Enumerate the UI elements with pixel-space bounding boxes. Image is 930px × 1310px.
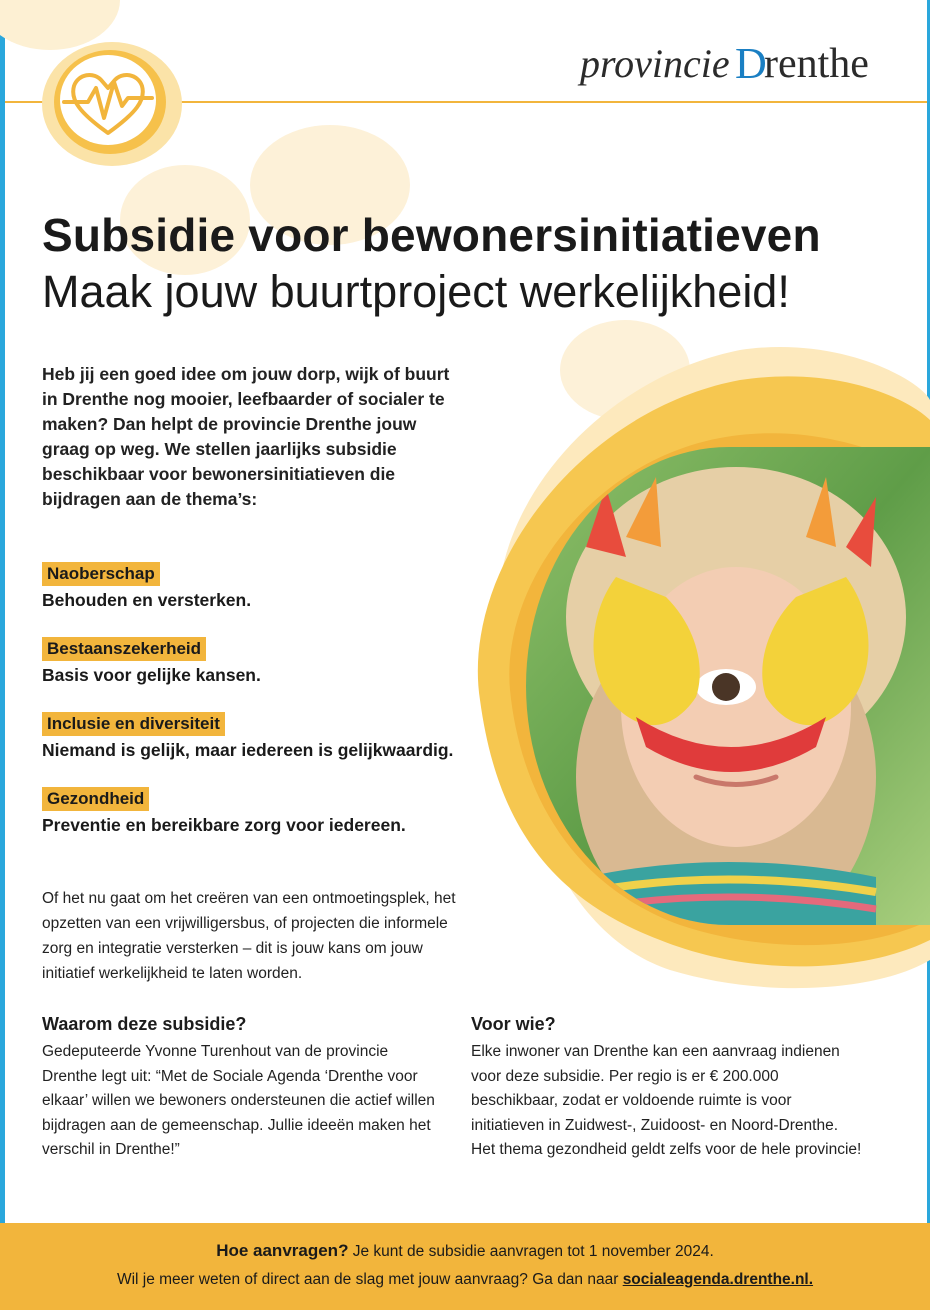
child-photo-illustration <box>526 447 930 925</box>
who-text: Elke inwoner van Drenthe kan een aanvraag indienen voor deze subsidie. Per regio is er € 200.000 beschikbaar, zodat er voldoende ruimte is voor initiatieven in Zuidwest-, Zuidoost- en Noord-Drenthe. Het thema gezondheid geldt zelfs voor de hele provincie! <box>471 1043 862 1158</box>
child-photo <box>526 447 930 925</box>
footer-line-2 <box>0 1271 930 1289</box>
theme-item <box>42 712 453 763</box>
footer-how-text: Je kunt de subsidie aanvragen tot 1 november 2024. <box>348 1243 714 1260</box>
theme-description: Behouden en versterken. <box>42 590 252 610</box>
page-title: Subsidie voor bewonersinitiatieven <box>42 209 821 261</box>
footer-link[interactable]: socialeagenda.drenthe.nl. <box>622 1271 814 1288</box>
page-subtitle: Maak jouw buurtproject werkelijkheid! <box>42 266 790 317</box>
theme-tag: Naoberschap <box>42 562 160 586</box>
why-section <box>42 1012 442 1163</box>
logo-letter-d: D <box>735 39 767 88</box>
logo-text-renthe: renthe <box>764 41 869 87</box>
why-text: Gedeputeerde Yvonne Turenhout van de provincie Drenthe legt uit: “Met de Sociale Agenda ‘Drenthe voor elkaar’ willen we bewoners ondersteunen die actief willen bijdragen aan de gemeenschap. Jullie ideeën maken het verschil in Drenthe!” <box>42 1043 435 1158</box>
footer-line-1 <box>0 1241 930 1261</box>
page-edge-left <box>0 0 5 1230</box>
theme-tag: Bestaanszekerheid <box>42 637 206 661</box>
footer-how-label: Hoe aanvragen? <box>216 1241 349 1260</box>
theme-tag: Inclusie en diversiteit <box>42 712 225 736</box>
provincie-drenthe-logo <box>580 38 890 94</box>
who-heading: Voor wie? <box>471 1014 556 1034</box>
footer-banner <box>0 1223 930 1310</box>
theme-tag: Gezondheid <box>42 787 149 811</box>
theme-description: Basis voor gelijke kansen. <box>42 665 261 685</box>
who-section <box>471 1012 866 1163</box>
intro-paragraph: Heb jij een goed idee om jouw dorp, wijk of buurt in Drenthe nog mooier, leefbaarder of socialer te maken? Dan helpt de provincie Drenthe jouw graag op weg. We stellen jaarlijks subsidie beschikbaar voor bewonersinitiatieven die bijdragen aan de thema’s: <box>42 364 450 509</box>
logo-text-provincie: provincie <box>580 41 730 86</box>
footer-more-text: Wil je meer weten of direct aan de slag met jouw aanvraag? Ga dan naar <box>116 1271 623 1288</box>
theme-item <box>42 637 261 688</box>
theme-item <box>42 787 406 838</box>
why-heading: Waarom deze subsidie? <box>42 1014 247 1034</box>
theme-item <box>42 562 251 613</box>
theme-description: Niemand is gelijk, maar iedereen is gelijkwaardig. <box>42 740 454 760</box>
theme-description: Preventie en bereikbare zorg voor iedereen. <box>42 815 406 835</box>
body-paragraph: Of het nu gaat om het creëren van een ontmoetingsplek, het opzetten van een vrijwilligersbus, of projecten die informele zorg en integratie versterken – dit is jouw kans om jouw initiatief werkelijkheid te laten worden. <box>42 890 456 982</box>
heart-pulse-icon <box>40 38 190 168</box>
